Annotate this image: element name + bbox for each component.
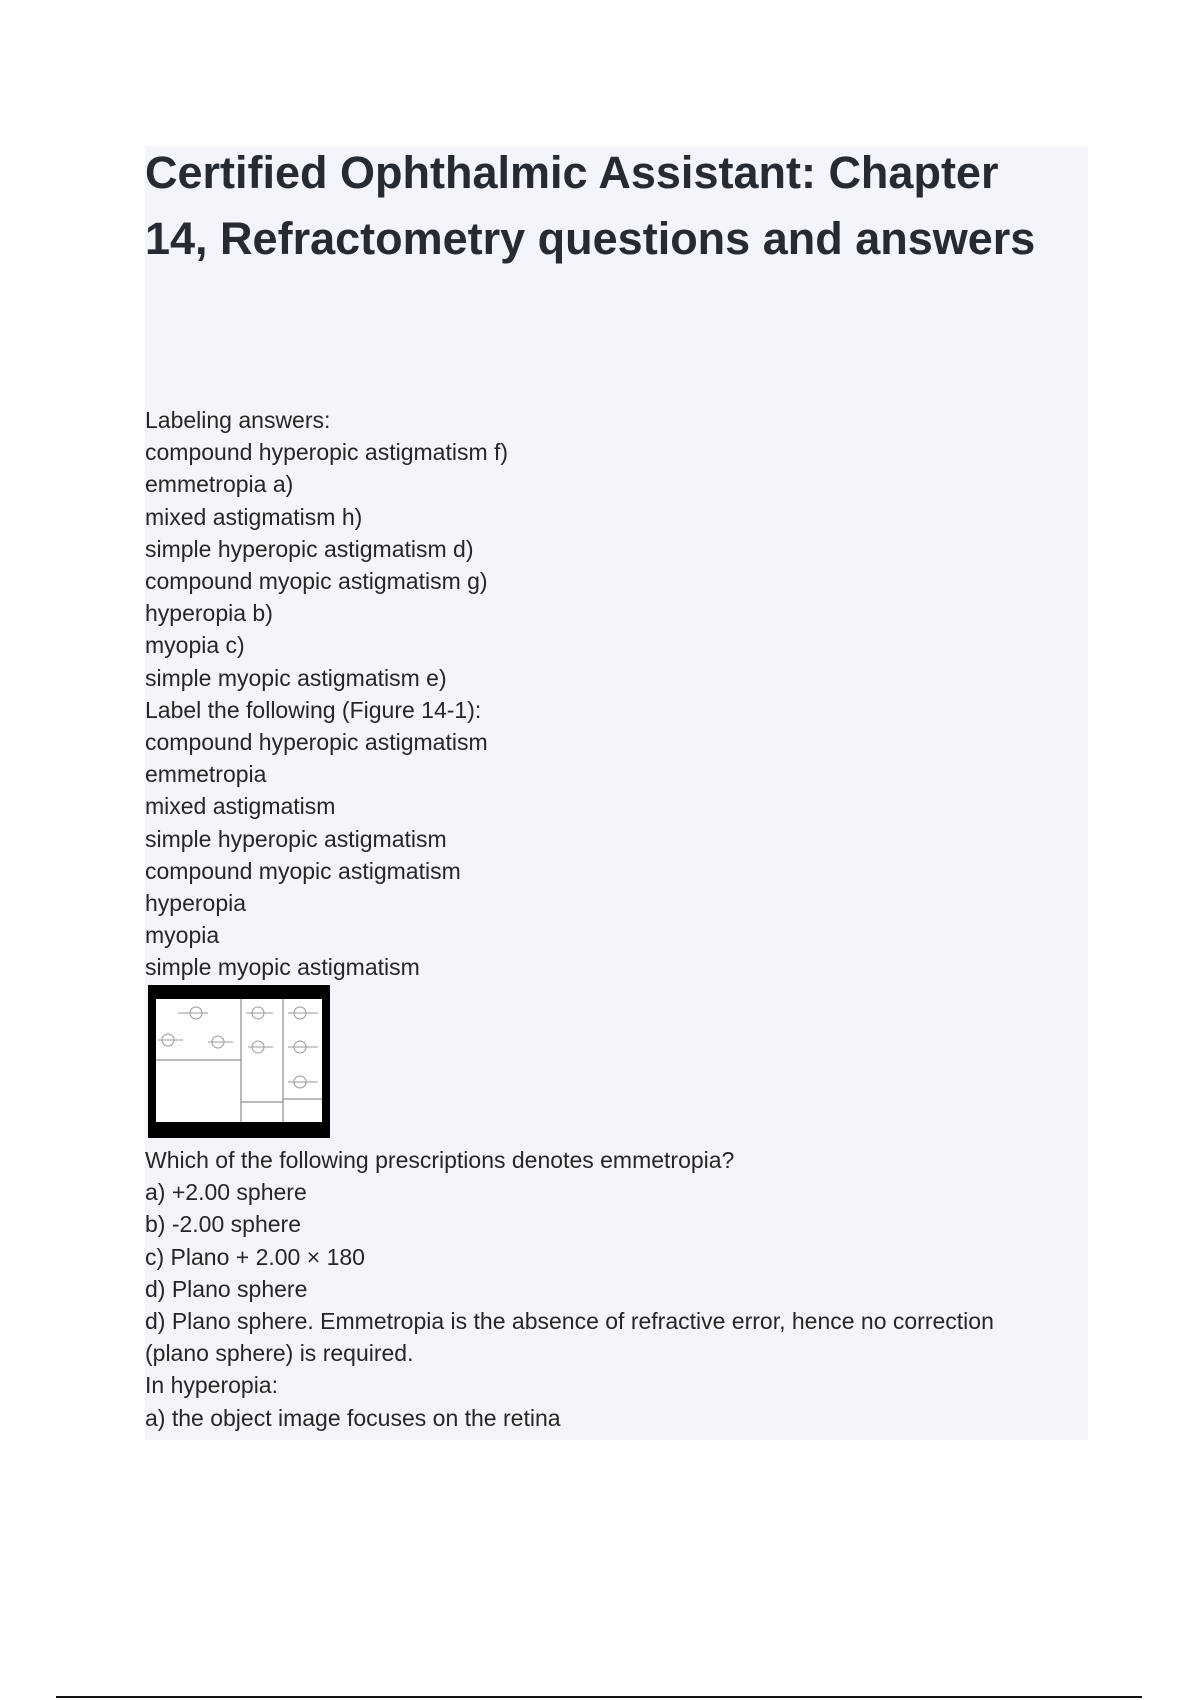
labeling-answer-item: emmetropia a) (145, 471, 294, 498)
label-question-item: hyperopia (145, 890, 247, 917)
label-question-item: simple myopic astigmatism (145, 954, 420, 981)
label-question-item: compound hyperopic astigmatism (145, 729, 488, 756)
labeling-answer-item: simple myopic astigmatism e) (145, 664, 447, 691)
footer-rule (56, 1696, 1142, 1698)
label-question-item: mixed astigmatism (145, 793, 336, 820)
label-question-item: emmetropia (145, 761, 267, 788)
labeling-answers-heading: Labeling answers: (145, 407, 331, 433)
question-prompt: Which of the following prescriptions denotes emmetropia? (145, 1147, 735, 1173)
answer-explanation: d) Plano sphere. Emmetropia is the absence of refractive error, hence no correction (145, 1308, 994, 1335)
document-title: Certified Ophthalmic Assistant: Chapter 14, Refractometry questions and answers (145, 147, 1036, 264)
labeling-answer-item: compound myopic astigmatism g) (145, 568, 488, 595)
text-block-upper (145, 404, 1075, 984)
label-question-item: compound myopic astigmatism (145, 857, 461, 884)
text-block-lower (145, 1144, 1075, 1434)
label-question-prompt: Label the following (Figure 14-1): (145, 696, 482, 723)
question-option: c) Plano + 2.00 × 180 (145, 1243, 365, 1270)
answer-explanation: (plano sphere) is required. (145, 1340, 414, 1367)
labeling-answer-item: simple hyperopic astigmatism d) (145, 535, 474, 562)
question-option: d) Plano sphere (145, 1275, 308, 1302)
eye-diagram-figure (148, 985, 330, 1138)
figure-14-1 (148, 985, 330, 1138)
question-prompt: In hyperopia: (145, 1372, 278, 1399)
question-option: a) +2.00 sphere (145, 1179, 307, 1206)
label-question-item: simple hyperopic astigmatism (145, 825, 447, 852)
question-option: b) -2.00 sphere (145, 1211, 301, 1238)
labeling-answer-item: mixed astigmatism h) (145, 503, 363, 530)
question-option: a) the object image focuses on the retina (145, 1404, 561, 1431)
labeling-answer-item: myopia c) (145, 632, 245, 659)
figure-caption: Figure 14-1 (158, 1114, 179, 1119)
labeling-answer-item: hyperopia b) (145, 600, 273, 627)
label-question-item: myopia (145, 922, 220, 949)
labeling-answer-item: compound hyperopic astigmatism f) (145, 439, 509, 466)
